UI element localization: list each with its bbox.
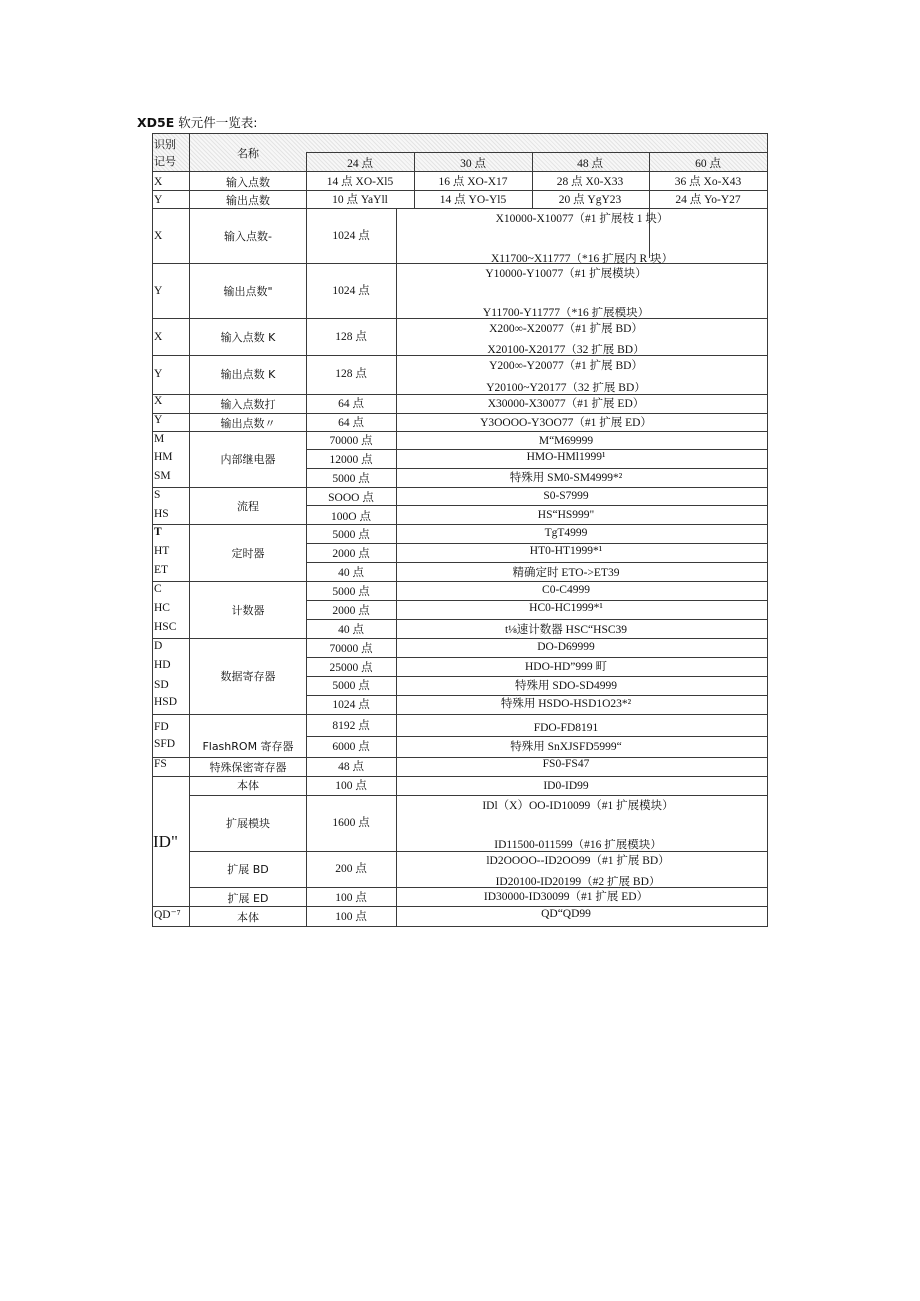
row-count: 2000 点 [332,548,370,560]
group-name-register: 数据寄存器 [220,670,276,683]
row-count: 64 点 [338,398,364,410]
row-count: 100O 点 [331,511,371,523]
line [306,449,768,450]
line [152,926,768,927]
row-count: 100 点 [335,911,367,923]
row-range: M“M69999 [538,435,594,447]
row-range: X20100-X20177（32 扩展 BD） [487,344,645,355]
line [306,152,307,927]
row-count: 5000 点 [332,680,370,692]
row-code: Y [154,194,163,206]
row-count: 5000 点 [332,529,370,541]
row-name: 输入点数打 [220,398,276,411]
line [152,906,768,907]
row-code: Y [154,285,163,297]
line [152,318,768,319]
line [152,263,768,264]
line [189,887,768,888]
cell-60: 36 点 Xo-X43 [674,176,742,188]
row-count: 40 点 [338,624,364,636]
row-name: 扩展模块 [226,817,270,830]
row-name: 输出点数" [223,285,273,298]
row-range: X200∞-X20077（#1 扩展 BD） [489,323,643,335]
line [306,736,768,737]
row-count: 40 点 [338,567,364,579]
document-title [137,113,257,131]
row-name: 扩展 ED [227,892,269,905]
line [306,619,768,620]
row-range: S0-S7999 [543,490,589,502]
row-range: 精确定时 ETO->ET39 [512,567,620,579]
row-code: C [154,583,162,595]
row-range: 特殊用 SnXJSFD5999“ [510,741,622,753]
title-prefix: XD5E [137,115,175,130]
title-suffix: 软元件一览表: [178,115,258,130]
row-code: T [154,526,162,538]
line [306,676,768,677]
line [152,757,768,758]
row-count: 128 点 [335,368,367,380]
line [152,394,768,395]
row-code: HS [154,508,169,520]
row-range: QD“QD99 [541,908,591,920]
line [152,133,768,134]
row-code: FS [154,758,167,770]
row-code: HM [154,451,173,463]
row-count: 6000 点 [332,741,370,753]
row-range: HS“HS999" [537,509,595,521]
cell-60: 24 点 Yo-Y27 [675,194,741,206]
line [306,543,768,544]
row-name: 输出点数〃 [220,417,276,430]
line [306,695,768,696]
line [414,152,415,209]
row-name: 本体 [237,911,259,924]
line [152,133,153,927]
row-count: 100 点 [335,780,367,792]
row-count: 5000 点 [332,586,370,598]
row-count: 48 点 [338,761,364,773]
cell-24: 10 点 YaYll [332,194,388,206]
row-code: QD⁻⁷ [154,909,181,921]
row-range: ID20100-ID20199（#2 扩展 BD） [495,876,661,887]
row-count: 5000 点 [332,473,370,485]
row-range: HDO-HD”999 町 [524,661,608,673]
row-name: 本体 [237,779,259,792]
line [532,152,533,209]
row-code: HT [154,545,170,557]
line [152,190,768,191]
cell-48: 20 点 YgY23 [558,194,622,206]
row-range: FS0-FS47 [542,758,590,770]
row-range: Y3OOOO-Y3OO77（#1 扩展 ED） [480,417,652,429]
line [152,413,768,414]
row-range: Y20100~Y20177（32 扩展 BD） [486,382,646,394]
header-code-label-2: 记号 [154,155,176,168]
row-code: SD [154,679,169,691]
line [306,657,768,658]
row-count: 1024 点 [332,230,370,242]
group-name-timer: 定时器 [231,547,265,560]
cell-24: 14 点 XO-Xl5 [326,176,394,188]
row-range: 特殊用 SM0-SM4999*² [509,472,623,484]
row-count: 1024 点 [332,699,370,711]
row-count: 1600 点 [332,817,370,829]
line [152,355,768,356]
header-col-30: 30 点 [460,158,486,170]
cell-48: 28 点 X0-X33 [556,176,624,188]
group-name-counter: 计数器 [231,604,265,617]
row-count: 1024 点 [332,285,370,297]
row-count: 8192 点 [332,720,370,732]
line [152,524,768,525]
row-range: HT0-HT1999*¹ [529,545,603,557]
row-range: X11700~X11777（*16 扩展内 R 块） [490,253,674,263]
header-name: 名称 [237,147,259,160]
row-count: 128 点 [335,331,367,343]
device-table [152,133,768,927]
group-name-flash: FlashROM 寄存器 [202,740,294,753]
line [152,208,768,209]
row-count: SOOO 点 [328,492,374,504]
line [306,505,768,506]
row-range: Y11700-Y11777（*16 扩展模块） [482,307,650,318]
row-code: SM [154,470,171,482]
row-name: 输入点数- [224,230,272,243]
header-code-label-1: 识别 [154,138,176,151]
row-code: M [154,433,165,445]
header-col-60: 60 点 [695,158,721,170]
cell-30: 14 点 YO-Yl5 [439,194,507,206]
row-code: HSD [154,696,178,708]
line [152,487,768,488]
row-code: Y [154,368,163,380]
line [767,133,768,927]
line [152,714,768,715]
row-range: ID30000-ID30099（#1 扩展 ED） [483,891,649,903]
row-range: lD2OOOO--ID2OO99（#1 扩展 BD） [486,855,670,867]
row-range: 特殊用 SDO-SD4999 [515,680,617,692]
row-code: FD [154,721,169,733]
line [396,208,397,927]
line [306,152,768,153]
row-range: DO-D69999 [537,641,595,653]
row-range: Y10000-Y10077（#1 扩展模块） [485,268,647,280]
row-code: D [154,640,163,652]
row-code: X [154,176,163,188]
row-range: HC0-HC1999*¹ [529,602,603,614]
row-range: ID0-ID99 [543,780,589,792]
row-code: X [154,230,163,242]
line [306,600,768,601]
row-name: 输入点数 K [220,331,276,344]
row-range: X10000-X10077（#1 扩展枝 1 块） [495,213,669,225]
line [306,562,768,563]
row-name: 扩展 BD [227,863,269,876]
group-name-relay: 内部继电器 [220,453,276,466]
line [189,851,768,852]
row-range: C0-C4999 [542,584,590,596]
line [306,468,768,469]
row-range: Y200∞-Y20077（#1 扩展 BD） [489,360,643,372]
row-code: Y [154,414,163,426]
row-code: S [154,489,161,501]
row-code: HSC [154,621,177,633]
row-range: 特殊用 HSDO-HSD1O23*² [500,698,632,710]
line [152,581,768,582]
row-code: SFD [154,738,176,750]
line [649,152,650,209]
row-count: 25000 点 [329,662,373,674]
row-range: TgT4999 [544,527,588,539]
line [189,795,768,796]
row-range: HMO-HMl1999¹ [526,451,606,463]
row-name: 输出点数 K [220,368,276,381]
row-code: HC [154,602,170,614]
row-code: HD [154,659,171,671]
header-col-48: 48 点 [577,158,603,170]
line [152,171,768,172]
line [152,638,768,639]
row-name: 输出点数 [226,194,270,207]
row-code: X [154,331,163,343]
row-range: t⅛速计数器 HSC“HSC39 [504,624,628,636]
row-count: 12000 点 [329,454,373,466]
row-count: 200 点 [335,863,367,875]
row-count: 64 点 [338,417,364,429]
row-name: 特殊保密寄存器 [209,761,287,774]
row-code: ET [154,564,169,576]
line [152,776,768,777]
cell-30: 16 点 XO-X17 [438,176,508,188]
line [152,431,768,432]
row-range: IDl（X）OO-ID10099（#1 扩展模块） [482,800,674,812]
row-count: 2000 点 [332,605,370,617]
row-count: 70000 点 [329,643,373,655]
row-range: ID11500-011599（#16 扩展模块） [494,839,662,851]
line [189,133,190,927]
header-col-24: 24 点 [347,158,373,170]
row-code-id: ID" [153,832,178,851]
row-range: FDO-FD8191 [533,722,599,734]
row-count: 70000 点 [329,435,373,447]
row-code: X [154,395,163,407]
row-name: 输入点数 [226,176,270,189]
group-name-flow: 流程 [237,500,259,513]
row-count: 100 点 [335,892,367,904]
row-range: X30000-X30077（#1 扩展 ED） [487,398,645,410]
